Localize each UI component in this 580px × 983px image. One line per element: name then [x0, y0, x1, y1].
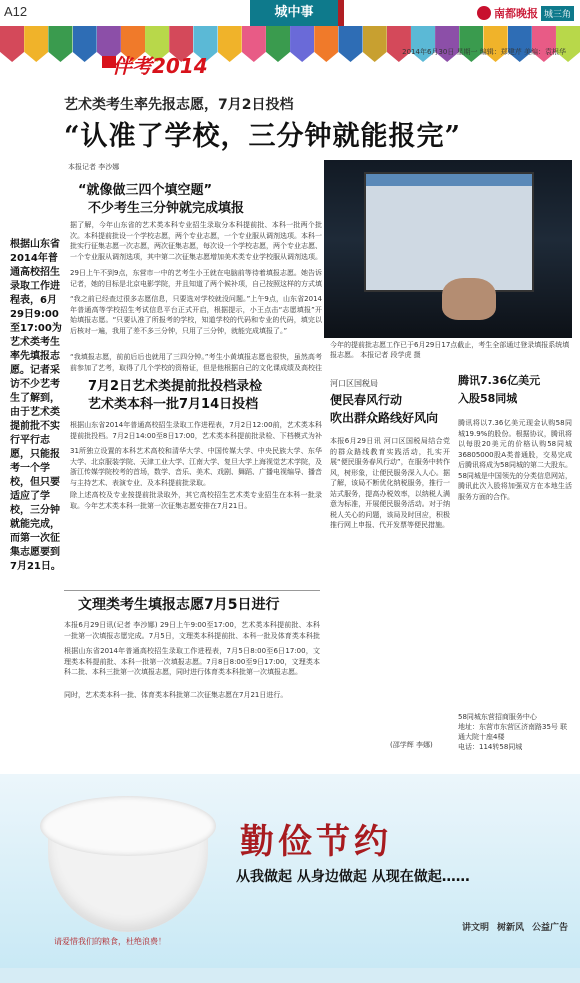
logo-icon: [477, 6, 491, 20]
body-para-3: “我之前已经查过很多志愿信息，只要选对学校就没问题。”上午9点，山东省2014年普通高等学校招生考试信息平台正式开启，根据提示，小王点击“志愿填报”开始填报志愿。“只要认准了所报考的学校，知道学校的代码和专业的代码，填完以后核对一遍，我用了差不多三分钟，只用了三分钟，就能完成填报了。”: [70, 295, 322, 335]
page-header: [0, 0, 580, 26]
tax-bureau-tag: 河口区国税局: [330, 379, 378, 388]
ad-credit-3: 公益广告: [531, 923, 568, 933]
rice-mound: [40, 796, 216, 856]
screen-title-bar: [366, 174, 532, 186]
article-byline: 本报记者 李沙娜: [68, 163, 120, 171]
pencil-icon: [314, 26, 338, 62]
body-para-10: 同时，艺术类本科一批、体育类本科批第二次征集志愿在7月21日进行。: [64, 691, 288, 699]
body-para-7: 除上述高校及专业按提前批录取外，其它高校招生艺术类专业招生在本科一批录取。今年艺术类本科一批第一次征集志愿安排在7月21日。: [70, 491, 322, 510]
body-para-8: 本报6月29日讯(记者 李沙娜) 29日上午9:00至17:00，艺术类本科提前批、本科一批第一次填报志愿完成。7月5日，文理类本科提前批、本科一批及体育类本科批: [64, 621, 320, 640]
pencil-icon: [290, 26, 314, 62]
pencil-icon: [73, 26, 97, 62]
hand-on-mouse: [442, 278, 496, 320]
subhead-art-batch: 艺术类本科一批7月14日投档: [88, 397, 259, 412]
pencil-icon: [218, 26, 242, 62]
pencil-icon: [24, 26, 48, 62]
ad-subtitle: 从我做起 从身边做起 从现在做起……: [236, 869, 470, 885]
ad-slogan: 请爱惜我们的粮食，杜绝浪费！: [54, 937, 166, 946]
body-para-6: 31所独立设置的本科艺术高校和清华大学、中国传媒大学、中央民族大学、东华大学、北京服装学院、天津工业大学、江南大学、复旦大学上海视觉艺术学院，及浙江传媒学院校考的首场，数学、音乐、美术、戏剧、舞蹈、广播电视编导、播音与主持艺术、表演专业，及本科提前批录取。: [70, 447, 322, 486]
tax-headline-1: 便民春风行动: [330, 393, 403, 407]
article-photo: [324, 160, 572, 338]
body-para-2: 29日上午不到9点，东营市一中的艺考生小王就在电脑前等待着填报志愿。她告诉记者，她的目标是北京电影学院，并且知道了两个候补项，自己按照这样的方式填: [70, 269, 322, 288]
banner-title: 伴考2014: [112, 54, 208, 78]
page-number: A12: [4, 4, 28, 19]
public-service-ad: [0, 774, 580, 968]
subhead-quote: “就像做三四个填空题”: [78, 183, 213, 198]
photo-caption: 今年的提前批志愿工作已于6月29日17点截止，考生全部通过登录填报系统填报志愿。 本报记者 段学虎 摄: [330, 341, 570, 359]
tencent-headline-2: 入股58同城: [458, 392, 518, 405]
pencil-icon: [266, 26, 290, 62]
pencil-icon: [338, 26, 362, 62]
ad-credit: [462, 920, 568, 933]
section-accent: [338, 0, 344, 26]
logo-tag: 城三角: [541, 6, 574, 21]
body-para-9: 根据山东省2014年普通高校招生录取工作进程表，7月5日8:00至6日17:00，文理类本科提前批、本科一批第一次填报志愿。7月8日8:00至9日17:00，文理类本科二批、本科三批第一次填报志愿，同时进行体育类本科批第一次填报志愿。: [64, 647, 320, 676]
tax-byline: (邵学辉 李娜): [390, 741, 433, 749]
article-lead: 根据山东省2014年普通高校招生录取工作进程表，6月29日9:00至17:00为艺术类考生率先填报志愿。记者采访不少艺考生了解到，由于艺术类提前批不实行平行志愿，只能报考一个学校，但只要适应了学校，三分钟就能完成，而第一次征集志愿要到7月21日。: [10, 239, 62, 572]
section-divider: [64, 590, 320, 591]
pencil-icon: [363, 26, 387, 62]
tencent-body: 腾讯将以7.36亿美元现金认购58同城19.9%的股份。根据协议，腾讯将以每股20美元的价格认购58同城36805000股A类普通股，交易完成后腾讯将成为58同城的第二大股东。58同城是中国领先的分类信息网站，腾讯此次入股将加强双方在本地生活服务方面的合作。: [458, 419, 572, 501]
tencent-headline-1: 腾讯7.36亿美元: [458, 374, 541, 387]
body-para-4: “我填报志愿，前前后后也就用了三四分钟。”考生小黄填报志愿也很快，虽然高考前参加了艺考，取得了几个学校的资格证，但是他根据自己的文化课成绩及高校往: [70, 353, 322, 372]
ad-credit-2: 树新风: [496, 923, 524, 933]
body-para-5: 根据山东省2014年普通高校招生录取工作进程表，7月2日12:00前，艺术类本科提前批投档。7月2日14:00至8日17:00，艺术类本科提前批录检、下档模式为补: [70, 421, 322, 440]
tax-body: 本报6月29日讯 河口区国税局结合党的群众路线教育实践活动，扎实开展“便民服务春风行动”，在服务中转作风，树形象，让便民服务深入人心。据了解，该局不断优化纳税服务，推行一站式服务，提高办税效率，以纳税人满意为标准，开展便民服务活动。对于纳税人关心的问题，该局及时回应，积极推行网上申报、代开发票等便民措施。: [330, 437, 450, 529]
article-headline: “认准了学校，三分钟就能报完”: [64, 121, 462, 152]
subhead-summary: 不少考生三分钟就完成填报: [88, 201, 245, 216]
ad-credit-1: 讲文明: [461, 923, 489, 933]
tax-headline-2: 吹出群众路线好风向: [330, 411, 439, 425]
pencil-icon: [48, 26, 72, 62]
address-block: 58同城东营招商服务中心 地址：东营市东营区济南路35号 联通大院十座4楼 电话：114转58同城: [458, 713, 568, 751]
subhead-art-schedule: 7月2日艺术类提前批投档录检: [88, 379, 263, 394]
logo-name: 南都晚报: [493, 7, 538, 20]
issue-meta: 2014年6月30日 星期一 编辑：郑建芹 美编：袁根华: [402, 48, 566, 56]
pencil-icon: [0, 26, 24, 62]
ad-title: 勤俭节约: [240, 822, 392, 862]
section-title: 城中事: [250, 0, 338, 26]
page-footer: [0, 968, 580, 983]
pencil-icon: [242, 26, 266, 62]
body-para-1: 据了解，今年山东省的艺术类本科专业招生录取分本科提前批、本科一批两个批次。本科提前批设一个学校志愿，两个专业志愿，一个专业服从调剂选项。本科一批实行征集志愿一次志愿，两次征集志愿，每次设一个学校志愿，两个专业志愿、一个专业服从调剂选项，其中第二次征集志愿增加美术类专业学校服从调剂选项。: [70, 221, 322, 261]
article-kicker: 艺术类考生率先报志愿，7月2日投档: [64, 97, 294, 113]
newspaper-logo: [477, 4, 574, 22]
section2-headline: 文理类考生填报志愿7月5日进行: [78, 597, 280, 613]
computer-screen: [364, 172, 534, 292]
